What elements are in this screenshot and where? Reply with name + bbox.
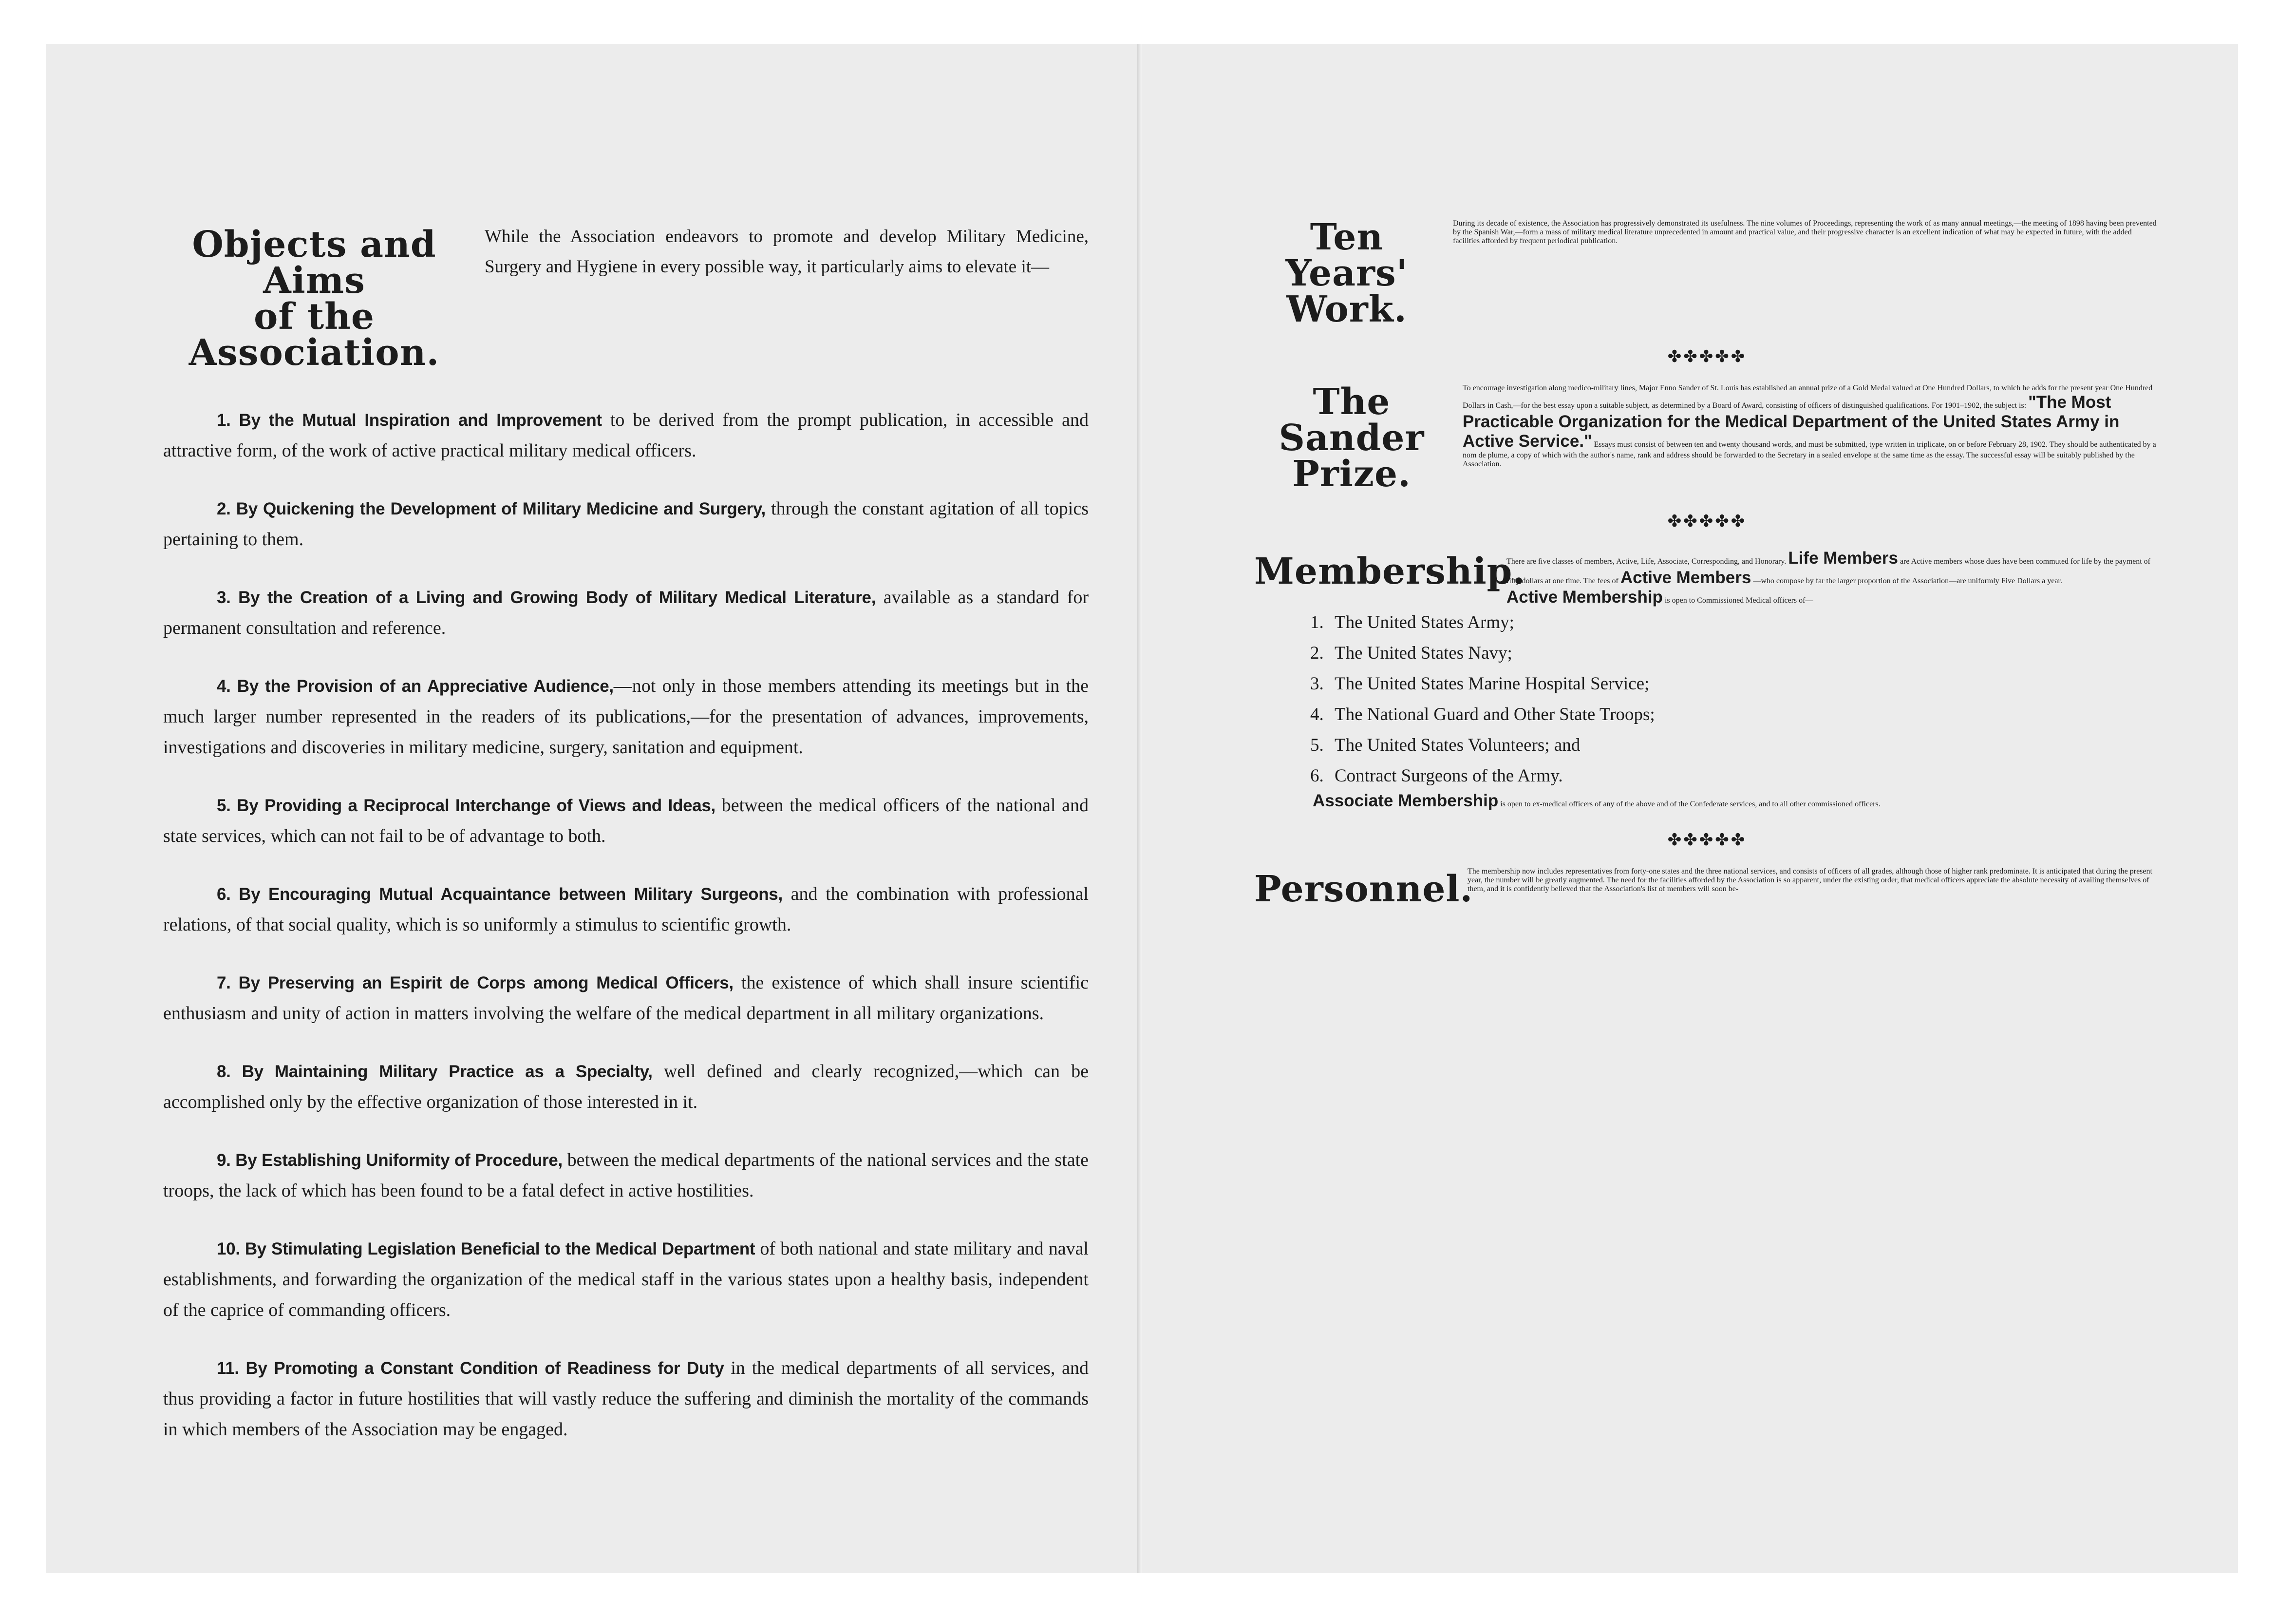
aim-item [163, 582, 1089, 644]
objects-and-aims-section [163, 222, 1089, 1472]
membership-heading: Membership. [1254, 551, 1526, 592]
aim-item [163, 879, 1089, 940]
aim-item [163, 1056, 1089, 1118]
list-item-label: The National Guard and Other State Troops; [1335, 704, 1655, 724]
aim-text: well defined and clearly recognized,—which can be accomplished only by the effective organization of those interested in it. [163, 1061, 1089, 1112]
aim-text: available as a standard for permanent consultation and reference. [163, 587, 1089, 638]
aim-item [163, 671, 1089, 763]
sander-prize-heading-line-2: Prize. [1292, 453, 1411, 495]
list-item-number: 4. [1310, 704, 1324, 724]
aim-text: between the medical officers of the national and state services, which can not fail to be of advantage to both. [163, 795, 1089, 846]
section-separator: ✤✤✤✤✤ [1667, 512, 1747, 531]
sander-prize-heading-line-1: The Sander [1279, 381, 1425, 459]
aim-lead: 11. By Promoting a Constant Condition of Readiness for Duty [217, 1359, 724, 1378]
aim-text: to be derived from the prompt publication, in accessible and attractive form, of the work of active practical military medical officers. [163, 410, 1089, 461]
ten-years-heading-line-2: Work. [1286, 288, 1407, 330]
list-item [1310, 638, 2160, 668]
sander-prize-section [1254, 381, 2160, 495]
aim-lead: 2. By Quickening the Development of Military Medicine and Surgery, [217, 499, 766, 518]
aim-lead: 5. By Providing a Reciprocal Interchange of Views and Ideas, [217, 796, 715, 815]
aim-item [163, 1234, 1089, 1326]
aim-lead: 9. By Establishing Uniformity of Procedure, [217, 1151, 563, 1170]
membership-text-d: is open to Commissioned Medical officers of— [1662, 596, 1813, 605]
membership-classes-list [1254, 607, 2160, 791]
list-item-number: 2. [1310, 643, 1324, 663]
aim-item [163, 494, 1089, 555]
list-item-number: 1. [1310, 612, 1324, 632]
right-page [1142, 44, 2238, 1573]
ten-years-heading [1254, 216, 1439, 330]
list-item [1310, 668, 2160, 699]
aim-item [163, 790, 1089, 852]
associate-membership-paragraph [1254, 791, 2160, 811]
objects-heading [163, 224, 465, 374]
personnel-heading: Personnel. [1254, 868, 1473, 910]
aim-item [163, 1353, 1089, 1445]
sander-prize-heading [1254, 381, 1449, 495]
list-item-number: 3. [1310, 674, 1324, 694]
section-separator: ✤✤✤✤✤ [1667, 347, 1747, 366]
associate-membership-label: Associate Membership [1313, 791, 1499, 810]
aim-text: and the combination with professional relations, of that social quality, which is so uniformly a stimulus to scientific growth. [163, 884, 1089, 935]
active-members-label: Active Members [1620, 568, 1751, 587]
aim-text: in the medical departments of all services, and thus providing a factor in future hostilities that will vastly reduce the suffering and diminish the mortality of the commands in which members of the Association may be engaged. [163, 1358, 1089, 1440]
list-item-label: The United States Navy; [1335, 643, 1512, 663]
aim-item [163, 405, 1089, 466]
membership-text-a: There are five classes of members, Active, Life, Associate, Corresponding, and Honorary. [1506, 557, 1788, 566]
ten-years-text: During its decade of existence, the Association has progressively demonstrated its usefulness. The nine volumes of Proceedings, representing the work of as many annual meetings,—the meeting of 1898 having been prevented by the Spanish War,—form a mass of military medical literature unprecedented in amount and practical value, and their progressive character is an excellent indication of what may be expected in future, with the added facilities afforded by frequent periodical publication. [1453, 219, 2157, 245]
sander-subject: "The Most Practicable Organization for the Medical Department of the United States Army in Active Service." [1463, 393, 2120, 451]
active-membership-label: Active Membership [1506, 588, 1663, 607]
objects-intro: While the Association endeavors to promote and develop Military Medicine, Surgery and Hygiene in every possible way, it particularly aims to elevate it— [485, 227, 1089, 277]
life-members-label: Life Members [1788, 549, 1898, 568]
membership-text-e: is open to ex-medical officers of any of the above and of the Confederate services, and to all other commissioned officers. [1498, 800, 1881, 808]
membership-section [1254, 549, 2160, 811]
personnel-section [1254, 867, 2160, 910]
sander-text-a: To encourage investigation along medico-military lines, Major Enno Sander of St. Louis has established an annual prize of a Gold Medal valued at One Hundred Dollars, to which he adds for the present year One Hundred Dollars in Cash,—for the best essay upon a suitable subject, as determined by a Board of Award, consisting of officers of distinguished qualifications. For 1901–1902, the subject is: [1463, 384, 2153, 410]
list-item [1310, 730, 2160, 761]
list-item [1310, 699, 2160, 730]
aim-text: between the medical departments of the national services and the state troops, the lack of which has been found to be a fatal defect in active hostilities. [163, 1150, 1089, 1201]
sander-text-b: Essays must consist of between ten and twenty thousand words, and must be submitted, type written in triplicate, on or before February 28, 1902. They should be authenticated by a nom de plume, a copy of which with the author's name, rank and address should be forwarded to the Secretary in a sealed envelope at the same time as the essay. The successful essay will be suitably published by the Association. [1463, 440, 2156, 468]
aim-text: —not only in those members attending its meetings but in the much larger number represented in the readers of its publications,—for the presentation of advances, improvements, investigations and discoveries in military medicine, surgery, sanitation and equipment. [163, 676, 1089, 758]
left-page [46, 44, 1140, 1573]
list-item-label: The United States Marine Hospital Service; [1335, 674, 1650, 694]
aim-text: of both national and state military and naval establishments, and forwarding the organization of the medical staff in the various states upon a healthy basis, independent of the caprice of commanding officers. [163, 1238, 1089, 1320]
aim-text: through the constant agitation of all topics pertaining to them. [163, 498, 1089, 550]
aim-item [163, 968, 1089, 1029]
list-item-number: 6. [1310, 766, 1324, 786]
membership-text-c: —who compose by far the larger proportion of the Association—are uniformly Five Dollars a year. [1751, 577, 2062, 585]
list-item [1310, 607, 2160, 638]
membership-text-b: are Active members whose dues have been commuted for life by the payment of fifty dollars at one time. The fees of [1506, 557, 2150, 585]
list-item-label: The United States Volunteers; and [1335, 735, 1581, 755]
aim-lead: 8. By Maintaining Military Practice as a Specialty, [217, 1062, 653, 1081]
personnel-text: The membership now includes representatives from forty-one states and the three national services, and consists of officers of all grades, although those of higher rank predominate. It is anticipated that during the present year, the number will be greatly augmented. The need for the facilities afforded by the Association is so apparent, under the existing order, that medical officers appreciate the absolute necessity of availing themselves of them, and it is confidently believed that the Association's list of members will soon be- [1468, 867, 2152, 893]
aim-lead: 3. By the Creation of a Living and Growing Body of Military Medical Literature, [217, 588, 876, 607]
objects-heading-line-2: of the Association. [188, 296, 440, 374]
ten-years-heading-line-1: Ten Years' [1285, 216, 1408, 294]
list-item-label: Contract Surgeons of the Army. [1335, 766, 1563, 786]
section-separator: ✤✤✤✤✤ [1667, 830, 1747, 850]
list-item-label: The United States Army; [1335, 612, 1514, 632]
aim-lead: 6. By Encouraging Mutual Acquaintance between Military Surgeons, [217, 885, 783, 904]
aim-lead: 1. By the Mutual Inspiration and Improvement [217, 411, 602, 430]
ten-years-section [1254, 216, 2160, 330]
list-item [1310, 761, 2160, 791]
aim-text: the existence of which shall insure scientific enthusiasm and unity of action in matters involving the welfare of the medical department in all military organizations. [163, 972, 1089, 1024]
list-item-number: 5. [1310, 735, 1324, 755]
aim-item [163, 1145, 1089, 1206]
aim-lead: 7. By Preserving an Espirit de Corps among Medical Officers, [217, 973, 734, 992]
objects-heading-line-1: Objects and Aims [192, 224, 436, 302]
right-column [1254, 216, 2160, 927]
aim-lead: 10. By Stimulating Legislation Beneficial to the Medical Department [217, 1239, 755, 1258]
aim-lead: 4. By the Provision of an Appreciative Audience, [217, 677, 614, 696]
